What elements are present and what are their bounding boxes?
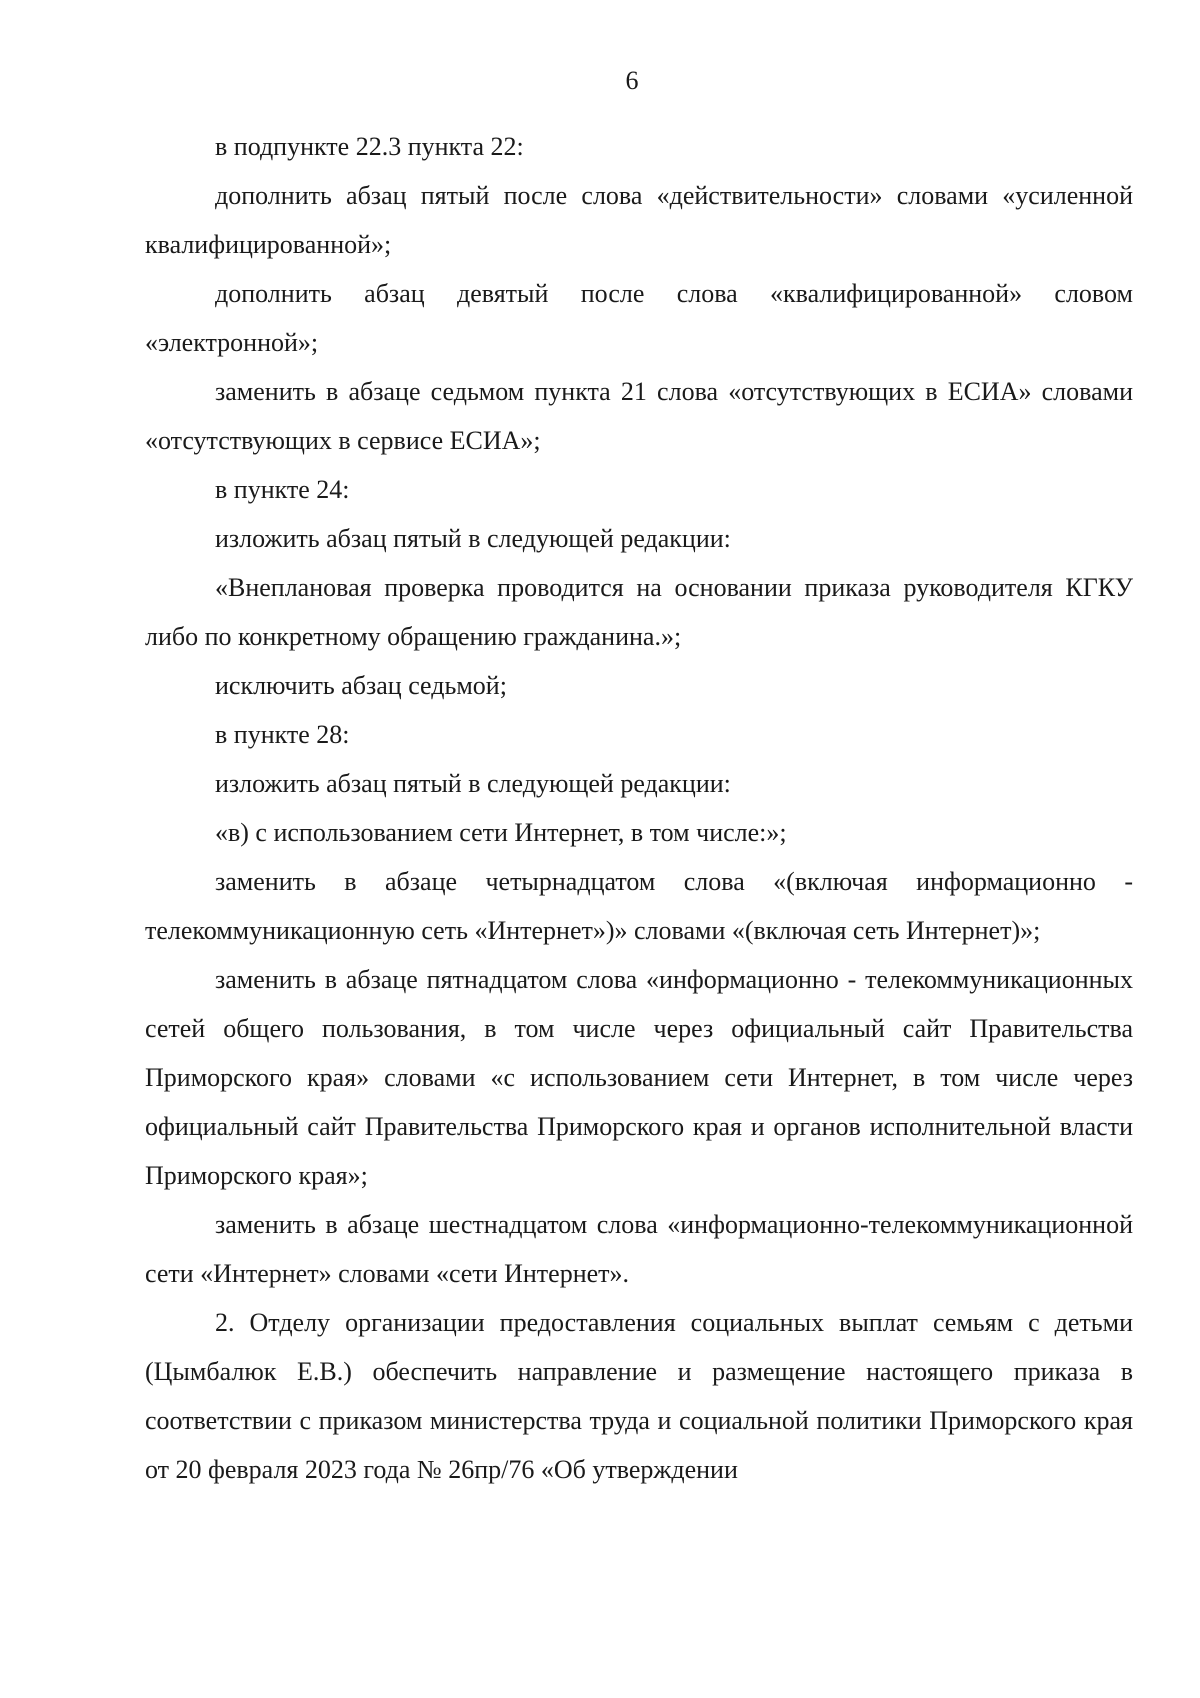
paragraph: 2. Отделу организации предоставления социальных выплат семьям с детьми (Цымбалюк Е.В.) обеспечить направление и размещение настоящего приказа в соответствии с приказом министерства труда и социальной политики Приморского края от 20 февраля 2023 года № 26пр/76 «Об утверждении <box>145 1308 1133 1484</box>
paragraph: в подпункте 22.3 пункта 22: <box>215 132 524 161</box>
paragraph: изложить абзац пятый в следующей редакции: <box>215 524 731 553</box>
paragraph: заменить в абзаце седьмом пункта 21 слова «отсутствующих в ЕСИА» словами «отсутствующих в сервисе ЕСИА»; <box>145 377 1133 455</box>
paragraph: заменить в абзаце четырнадцатом слова «(включая информационно - телекоммуникационную сеть «Интернет»)» словами «(включая сеть Интернет)»; <box>145 867 1133 945</box>
paragraph: исключить абзац седьмой; <box>215 671 507 700</box>
paragraph: дополнить абзац девятый после слова «квалифицированной» словом «электронной»; <box>145 279 1133 357</box>
paragraph: дополнить абзац пятый после слова «действительности» словами «усиленной квалифицированной»; <box>145 181 1133 259</box>
paragraph: в пункте 28: <box>215 720 350 749</box>
page-number: 6 <box>625 66 639 95</box>
paragraph: «в) с использованием сети Интернет, в том числе:»; <box>215 818 787 847</box>
document-body <box>145 122 1133 1494</box>
paragraph: заменить в абзаце шестнадцатом слова «информационно-телекоммуникационной сети «Интернет» словами «сети Интернет». <box>145 1210 1133 1288</box>
paragraph: заменить в абзаце пятнадцатом слова «информационно - телекоммуникационных сетей общего пользования, в том числе через официальный сайт Правительства Приморского края» словами «с использованием сети Интернет, в том числе через официальный сайт Правительства Приморского края и органов исполнительной власти Приморского края»; <box>145 965 1133 1190</box>
paragraph: в пункте 24: <box>215 475 350 504</box>
paragraph: изложить абзац пятый в следующей редакции: <box>215 769 731 798</box>
paragraph: «Внеплановая проверка проводится на основании приказа руководителя КГКУ либо по конкретному обращению гражданина.»; <box>145 573 1133 651</box>
